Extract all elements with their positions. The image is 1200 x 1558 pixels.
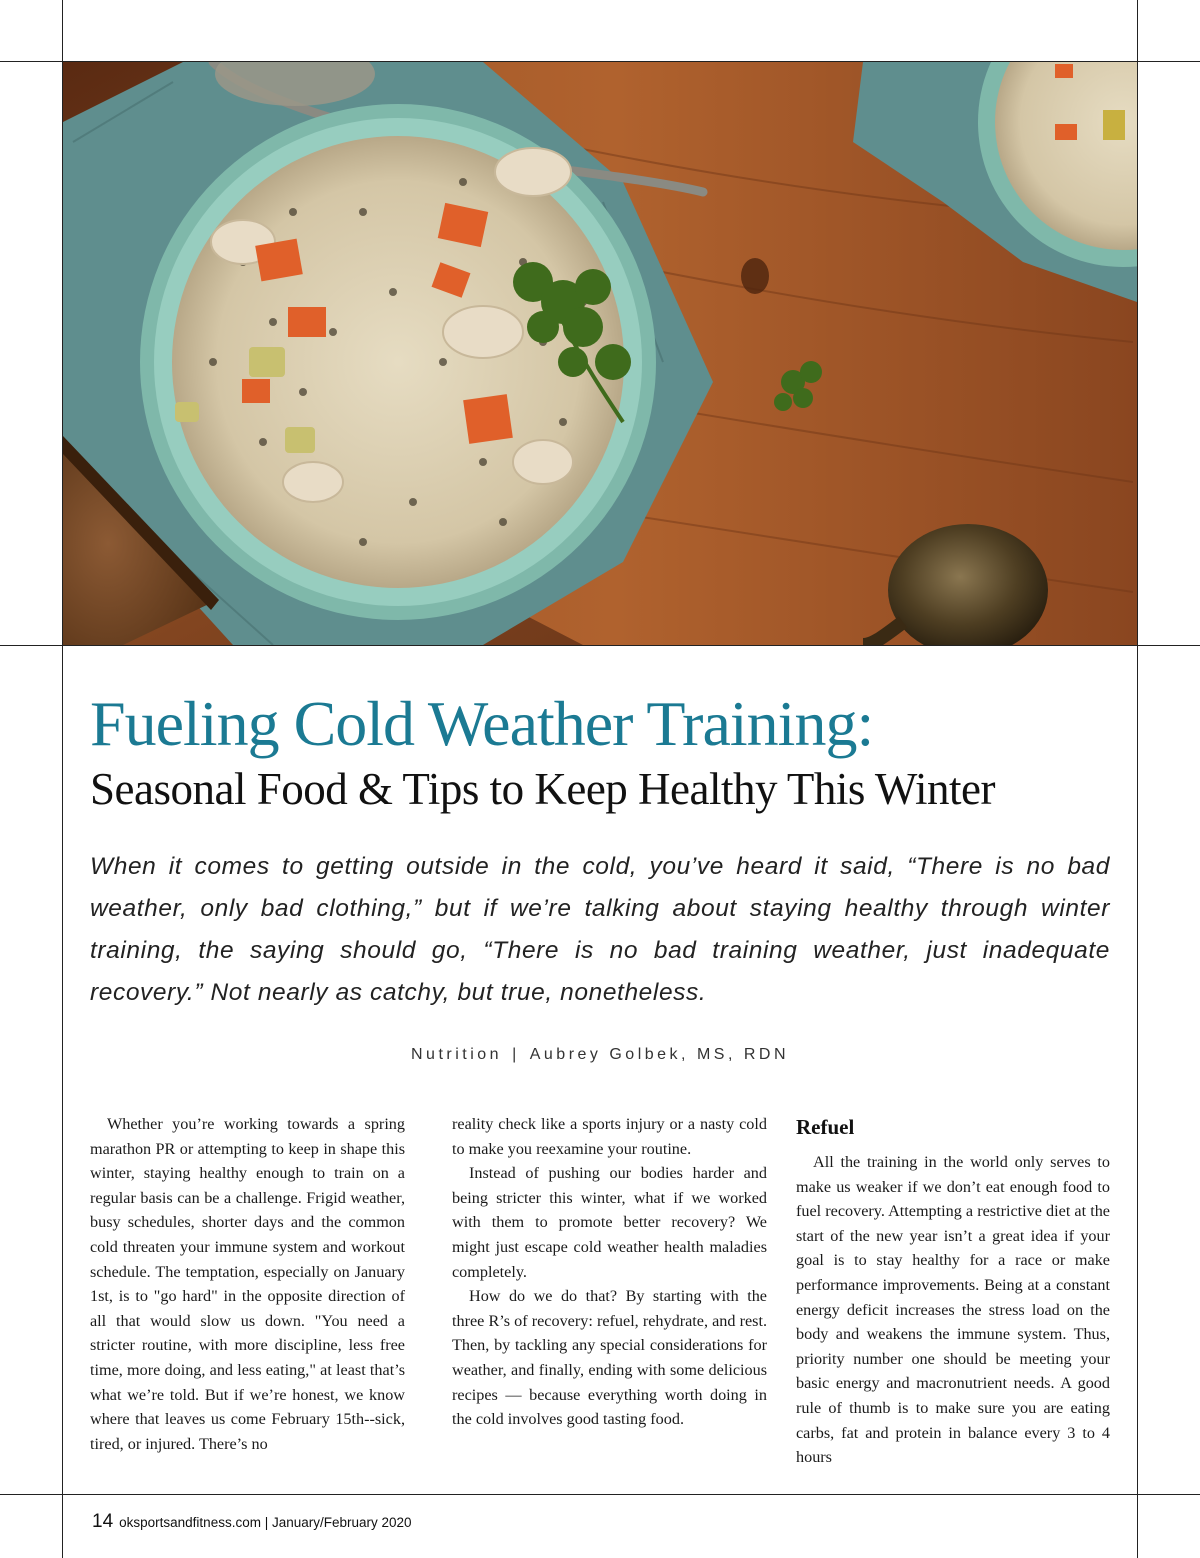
body-column-1 bbox=[90, 1112, 405, 1456]
article-subtitle: Seasonal Food & Tips to Keep Healthy This Winter bbox=[90, 764, 996, 814]
page-footer bbox=[92, 1511, 412, 1533]
paragraph: Instead of pushing our bodies harder and being stricter this winter, what if we worked with them to promote better recovery? We might just escape cold weather health maladies completely. bbox=[452, 1164, 767, 1281]
author-name: Aubrey Golbek, MS, RDN bbox=[529, 1046, 789, 1063]
paragraph: reality check like a sports injury or a nasty cold to make you reexamine your routine. bbox=[452, 1115, 767, 1158]
article-lede: When it comes to getting outside in the cold, you’ve heard it said, “There is no bad weather, only bad clothing,” but if we’re talking about staying healthy through winter training, the saying should go, “There is no bad training weather, just inadequate recovery.” Not nearly as catchy, but true, nonetheless. bbox=[90, 853, 1110, 1006]
body-column-3 bbox=[796, 1112, 1110, 1470]
byline bbox=[0, 1046, 1200, 1064]
section-label: Nutrition bbox=[410, 1046, 503, 1063]
section-heading-refuel: Refuel bbox=[796, 1115, 855, 1139]
paragraph: All the training in the world only serves to make us weaker if we don’t eat enough food to fuel recovery. Attempting a restrictive diet at the start of the new year isn’t a great idea if your goal is to stay healthy for a race or make performance improvements. Being at a constant energy deficit increases the stress load on the body and weakens the immune system. Thus, priority number one should be meeting your basic energy and macronutrient needs. A good rule of thumb is to make sure you are eating carbs, fat and protein in balance every 3 to 4 hours bbox=[796, 1153, 1110, 1467]
paragraph: How do we do that? By starting with the three R’s of recovery: refuel, rehydrate, and rest. Then, by tackling any special considerations for weather, and finally, ending with some delicious recipes — because everything worth doing in the cold involves good tasting food. bbox=[452, 1287, 767, 1429]
body-column-2 bbox=[452, 1112, 767, 1432]
paragraph: Whether you’re working towards a spring marathon PR or attempting to keep in shape this winter, staying healthy enough to train on a regular basis can be a challenge. Frigid weather, busy schedules, shorter days and the common cold threaten your immune system and workout schedule. The temptation, especially on January 1st, is to "go hard" in the opposite direction of all that would slow us down. "You need a stricter routine, with more discipline, less free time, more doing, and less eating," at least that’s what we’re told. But if we’re honest, we know where that leaves us come February 15th--sick, tired, or injured. There’s no bbox=[90, 1115, 405, 1453]
page-number: 14 bbox=[92, 1511, 114, 1532]
byline-separator: | bbox=[512, 1046, 520, 1063]
hero-photo-soup bbox=[63, 62, 1137, 645]
article-title: Fueling Cold Weather Training: bbox=[90, 688, 874, 759]
footer-meta: oksportsandfitness.com | January/February 2020 bbox=[119, 1515, 412, 1530]
frame-line-bottom bbox=[0, 1494, 1200, 1495]
frame-line-middle bbox=[0, 645, 1200, 646]
frame-line-right bbox=[1137, 0, 1138, 1558]
